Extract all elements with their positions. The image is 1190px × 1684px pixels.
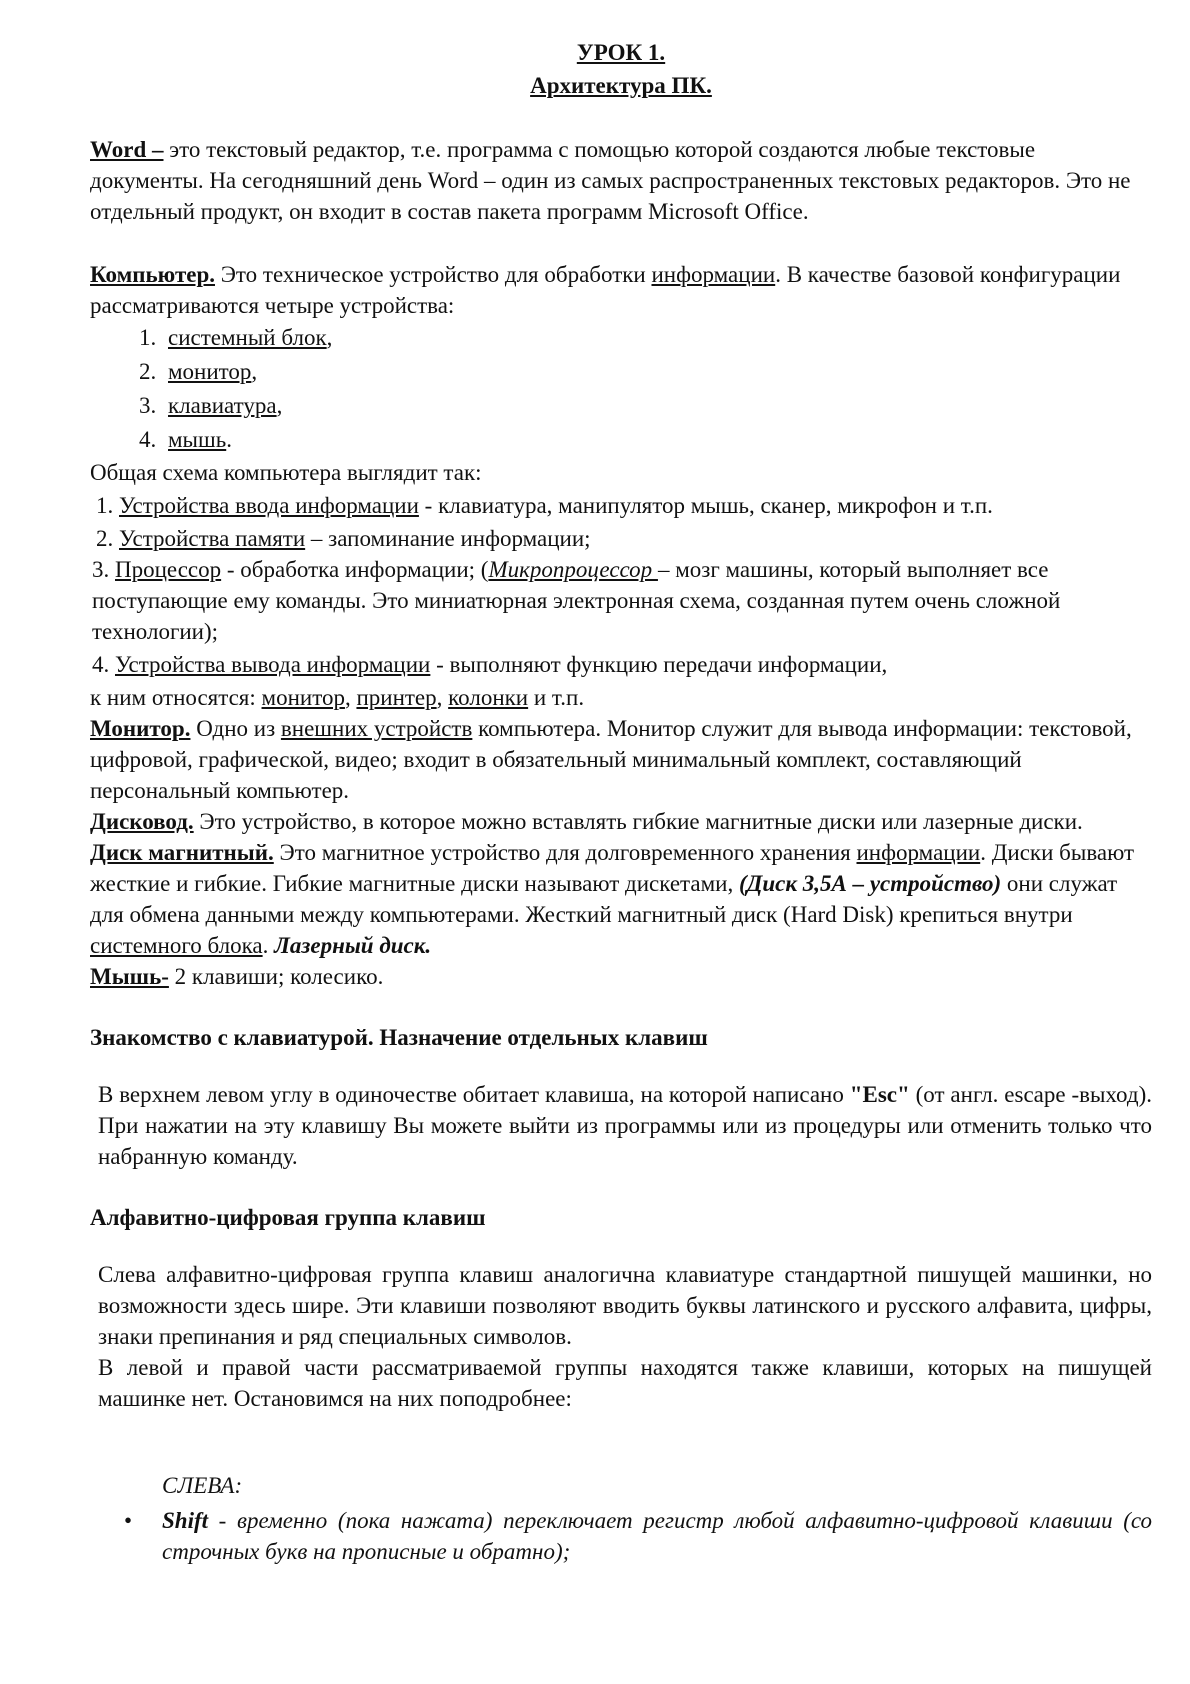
disk-text: они служат для обмена данными между компьютерами. Жесткий магнитный диск (Hard Disk) крепиться внутри: [90, 871, 1118, 927]
scheme-term: Устройства вывода информации: [115, 652, 431, 677]
item-number: 4.: [92, 652, 115, 677]
computer-paragraph: [90, 259, 1152, 321]
alpha-paragraph-1: Слева алфавитно-цифровая группа клавиш аналогична клавиатуре стандартной пишущей машинки, но возможности здесь шире. Эти клавиши позволяют вводить буквы латинского и русского алфавита, цифры, знаки препинания и ряд специальных символов.: [98, 1262, 1152, 1349]
scheme-output-continuation: [90, 682, 1152, 713]
device-name: монитор: [168, 359, 252, 384]
separator: ,: [436, 685, 449, 710]
monitor-paragraph: [90, 713, 1152, 806]
output-device-printer: принтер: [356, 685, 437, 710]
item-number: 1.: [96, 493, 119, 518]
word-text: это текстовый редактор, т.е. программа с помощью которой создаются любые текстовые документы. На сегодняшний день Word – один из самых распространенных текстовых редакторов. Это не отдельный продукт, он входит в состав пакета программ Microsoft Office.: [90, 137, 1131, 224]
disk-paragraph: [90, 837, 1152, 961]
list-item: [162, 355, 1152, 389]
keyboard-heading: Знакомство с клавиатурой. Назначение отдельных клавиш: [90, 1025, 708, 1050]
mouse-text: 2 клавиши; колесико.: [168, 964, 384, 989]
scheme-text: - выполняют функцию передачи информации,: [430, 652, 888, 677]
item-number: 3.: [92, 557, 115, 582]
left-keys-list: [90, 1505, 1152, 1567]
device-name: системный блок: [168, 325, 327, 350]
computer-info-link: информации: [651, 262, 776, 287]
device-punct: ,: [251, 359, 258, 384]
scheme-intro: Общая схема компьютера выглядит так:: [90, 460, 482, 485]
lesson-number: УРОК 1.: [576, 40, 666, 65]
drive-paragraph: [90, 806, 1152, 837]
esc-key-name: "Esc": [849, 1082, 910, 1107]
scheme-term: Устройства памяти: [119, 526, 306, 551]
computer-term: Компьютер.: [90, 262, 215, 287]
output-device-monitor: монитор: [261, 685, 345, 710]
laser-disk-term: Лазерный диск.: [274, 933, 432, 958]
disk-term: Диск магнитный.: [90, 840, 274, 865]
monitor-text: Одно из: [190, 716, 281, 741]
scheme-text: к ним относятся:: [90, 685, 262, 710]
disk-info-link: информации: [856, 840, 981, 865]
item-number: 2.: [96, 526, 119, 551]
disk-text: . Диски бывают жесткие и гибкие. Гибкие магнитные диски называют дискетами,: [90, 840, 1135, 896]
device-punct: ,: [326, 325, 333, 350]
scheme-term: Процессор: [115, 557, 222, 582]
esc-paragraph: [90, 1079, 1152, 1172]
left-keys-label: СЛЕВА:: [162, 1473, 243, 1498]
scheme-text: - обработка информации; (: [221, 557, 489, 582]
alpha-paragraph-2: В левой и правой части рассматриваемой группы находятся также клавиши, которых на пишущей машинке нет. Остановимся на них поподробнее:: [98, 1355, 1152, 1411]
mouse-term: Мышь-: [90, 964, 169, 989]
device-punct: .: [226, 427, 232, 452]
list-item: [162, 423, 1152, 457]
scheme-item-output: [90, 649, 1152, 680]
microprocessor-term: Микропроцессор: [488, 557, 658, 582]
computer-text-1: Это техническое устройство для обработки: [215, 262, 652, 287]
separator: ,: [344, 685, 357, 710]
device-punct: ,: [276, 393, 283, 418]
word-term: Word –: [90, 137, 164, 162]
disk-text: Это магнитное устройство для долговременного хранения: [273, 840, 857, 865]
scheme-item-memory: [90, 523, 1152, 554]
device-list: [90, 321, 1152, 457]
esc-text: В верхнем левом углу в одиночестве обитает клавиша, на которой написано: [98, 1082, 850, 1107]
scheme-text: – мозг машины, который выполняет все поступающие ему команды. Это миниатюрная электронная схема, созданная путем очень сложной технологии);: [92, 557, 1061, 644]
esc-text: (от англ. escape -выход). При нажатии на эту клавишу Вы можете выйти из программы или из процедуры или отменить только что набранную команду.: [98, 1082, 1152, 1169]
disk-size-note: (Диск 3,5А – устройство): [738, 871, 1002, 896]
scheme-term: Устройства ввода информации: [119, 493, 419, 518]
mouse-paragraph: [90, 961, 1152, 992]
scheme-text: - клавиатура, манипулятор мышь, сканер, микрофон и т.п.: [418, 493, 993, 518]
scheme-text: и т.п.: [528, 685, 585, 710]
document-page: [90, 36, 1152, 1567]
lesson-topic: Архитектура ПК.: [530, 73, 712, 98]
device-name: клавиатура: [168, 393, 277, 418]
system-unit-link: системного блока: [90, 933, 263, 958]
shift-key-name: Shift: [162, 1508, 209, 1533]
output-device-speakers: колонки: [448, 685, 529, 710]
shift-key-description: - временно (пока нажата) переключает регистр любой алфавитно-цифровой клавиши (со строчных букв на прописные и обратно);: [162, 1508, 1152, 1564]
list-item: [162, 321, 1152, 355]
scheme-item-processor: [90, 554, 1152, 647]
list-item: [162, 389, 1152, 423]
alpha-heading: Алфавитно-цифровая группа клавиш: [90, 1205, 486, 1230]
monitor-text: компьютера. Монитор служит для вывода информации: текстовой, цифровой, графической, видео; входит в обязательный минимальный комплект, составляющий персональный компьютер.: [90, 716, 1132, 803]
computer-text-2: . В качестве базовой конфигурации рассматриваются четыре устройства:: [90, 262, 1121, 318]
monitor-term: Монитор.: [90, 716, 191, 741]
list-item: [162, 1505, 1152, 1567]
scheme-item-input: [90, 490, 1152, 521]
word-paragraph: [90, 134, 1152, 227]
drive-term: Дисковод.: [90, 809, 194, 834]
device-name: мышь: [168, 427, 227, 452]
scheme-text: – запоминание информации;: [305, 526, 591, 551]
drive-text: Это устройство, в которое можно вставлять гибкие магнитные диски или лазерные диски.: [193, 809, 1083, 834]
disk-text: .: [262, 933, 275, 958]
external-devices-link: внешних устройств: [280, 716, 473, 741]
